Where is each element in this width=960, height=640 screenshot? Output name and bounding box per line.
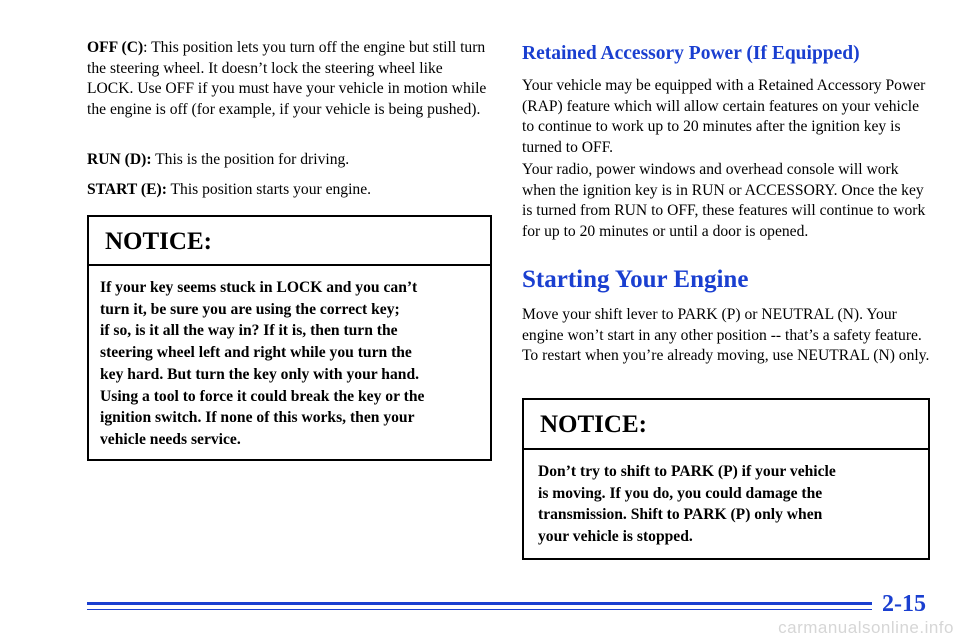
watermark-text: carmanualsonline.info [778,618,954,637]
notice-line: your vehicle is stopped. [538,528,693,546]
run-position-label: RUN (D): [87,151,152,168]
notice-line: If your key seems stuck in LOCK and you can’t [100,279,418,296]
notice-line: is moving. If you do, you could damage the [538,484,823,502]
off-position-paragraph [87,38,492,120]
park-notice-title: NOTICE: [524,400,928,450]
notice-line: if so, is it all the way in? If it is, then turn the [100,322,398,340]
lock-notice-title: NOTICE: [89,217,490,266]
notice-line: vehicle needs service. [100,430,241,448]
starting-engine-heading: Starting Your Engine [522,266,749,293]
rap-heading: Retained Accessory Power (If Equipped) [522,43,860,64]
notice-line: Using a tool to force it could break the key or the [100,387,425,405]
notice-line: ignition switch. If none of this works, then your [100,409,415,427]
start-position-text: This position starts your engine. [166,181,372,198]
notice-line: turn it, be sure you are using the correct key; [100,300,400,318]
footer-rule-thin [87,609,872,610]
rap-paragraph-2: Your radio, power windows and overhead console will work when the ignition key is in RUN or ACCESSORY. Once the key is turned from RUN to OFF, these features will continue to work for up to 20 minutes or until a door is opened. [522,161,926,240]
start-position-paragraph [87,180,492,201]
rap-paragraph-1: Your vehicle may be equipped with a Retained Accessory Power (RAP) feature which will allow certain features on your vehicle to continue to work up to 20 minutes after the ignition key is turned to OFF. [522,77,926,156]
run-position-paragraph [87,150,492,171]
lock-notice-text [100,277,490,451]
notice-line: key hard. But turn the key only with your hand. [100,365,420,383]
park-notice-box [522,398,930,560]
starting-engine-paragraph: Move your shift lever to PARK (P) or NEUTRAL (N). Your engine won’t start in any other position -- that’s a safety feature. To restart when you’re already moving, use NEUTRAL (N) only. [522,306,930,364]
notice-line: transmission. Shift to PARK (P) only when [538,506,823,524]
notice-line: Don’t try to shift to PARK (P) if your vehicle [538,463,836,480]
start-position-label: START (E): [87,181,167,198]
run-position-text: This is the position for driving. [151,151,350,168]
footer-rule [87,602,872,605]
off-position-text: : This position lets you turn off the engine but still turn the steering wheel. It doesn’t lock the steering wheel like LOCK. Use OFF if you must have your vehicle in motion while the engine is off (for example, if your vehicle is being pushed). [87,39,487,118]
off-position-label: OFF (C) [87,39,144,56]
lock-notice-box [87,215,492,461]
park-notice-text [538,461,928,548]
notice-line: steering wheel left and right while you turn the [100,344,412,362]
page-number: 2-15 [882,591,926,617]
